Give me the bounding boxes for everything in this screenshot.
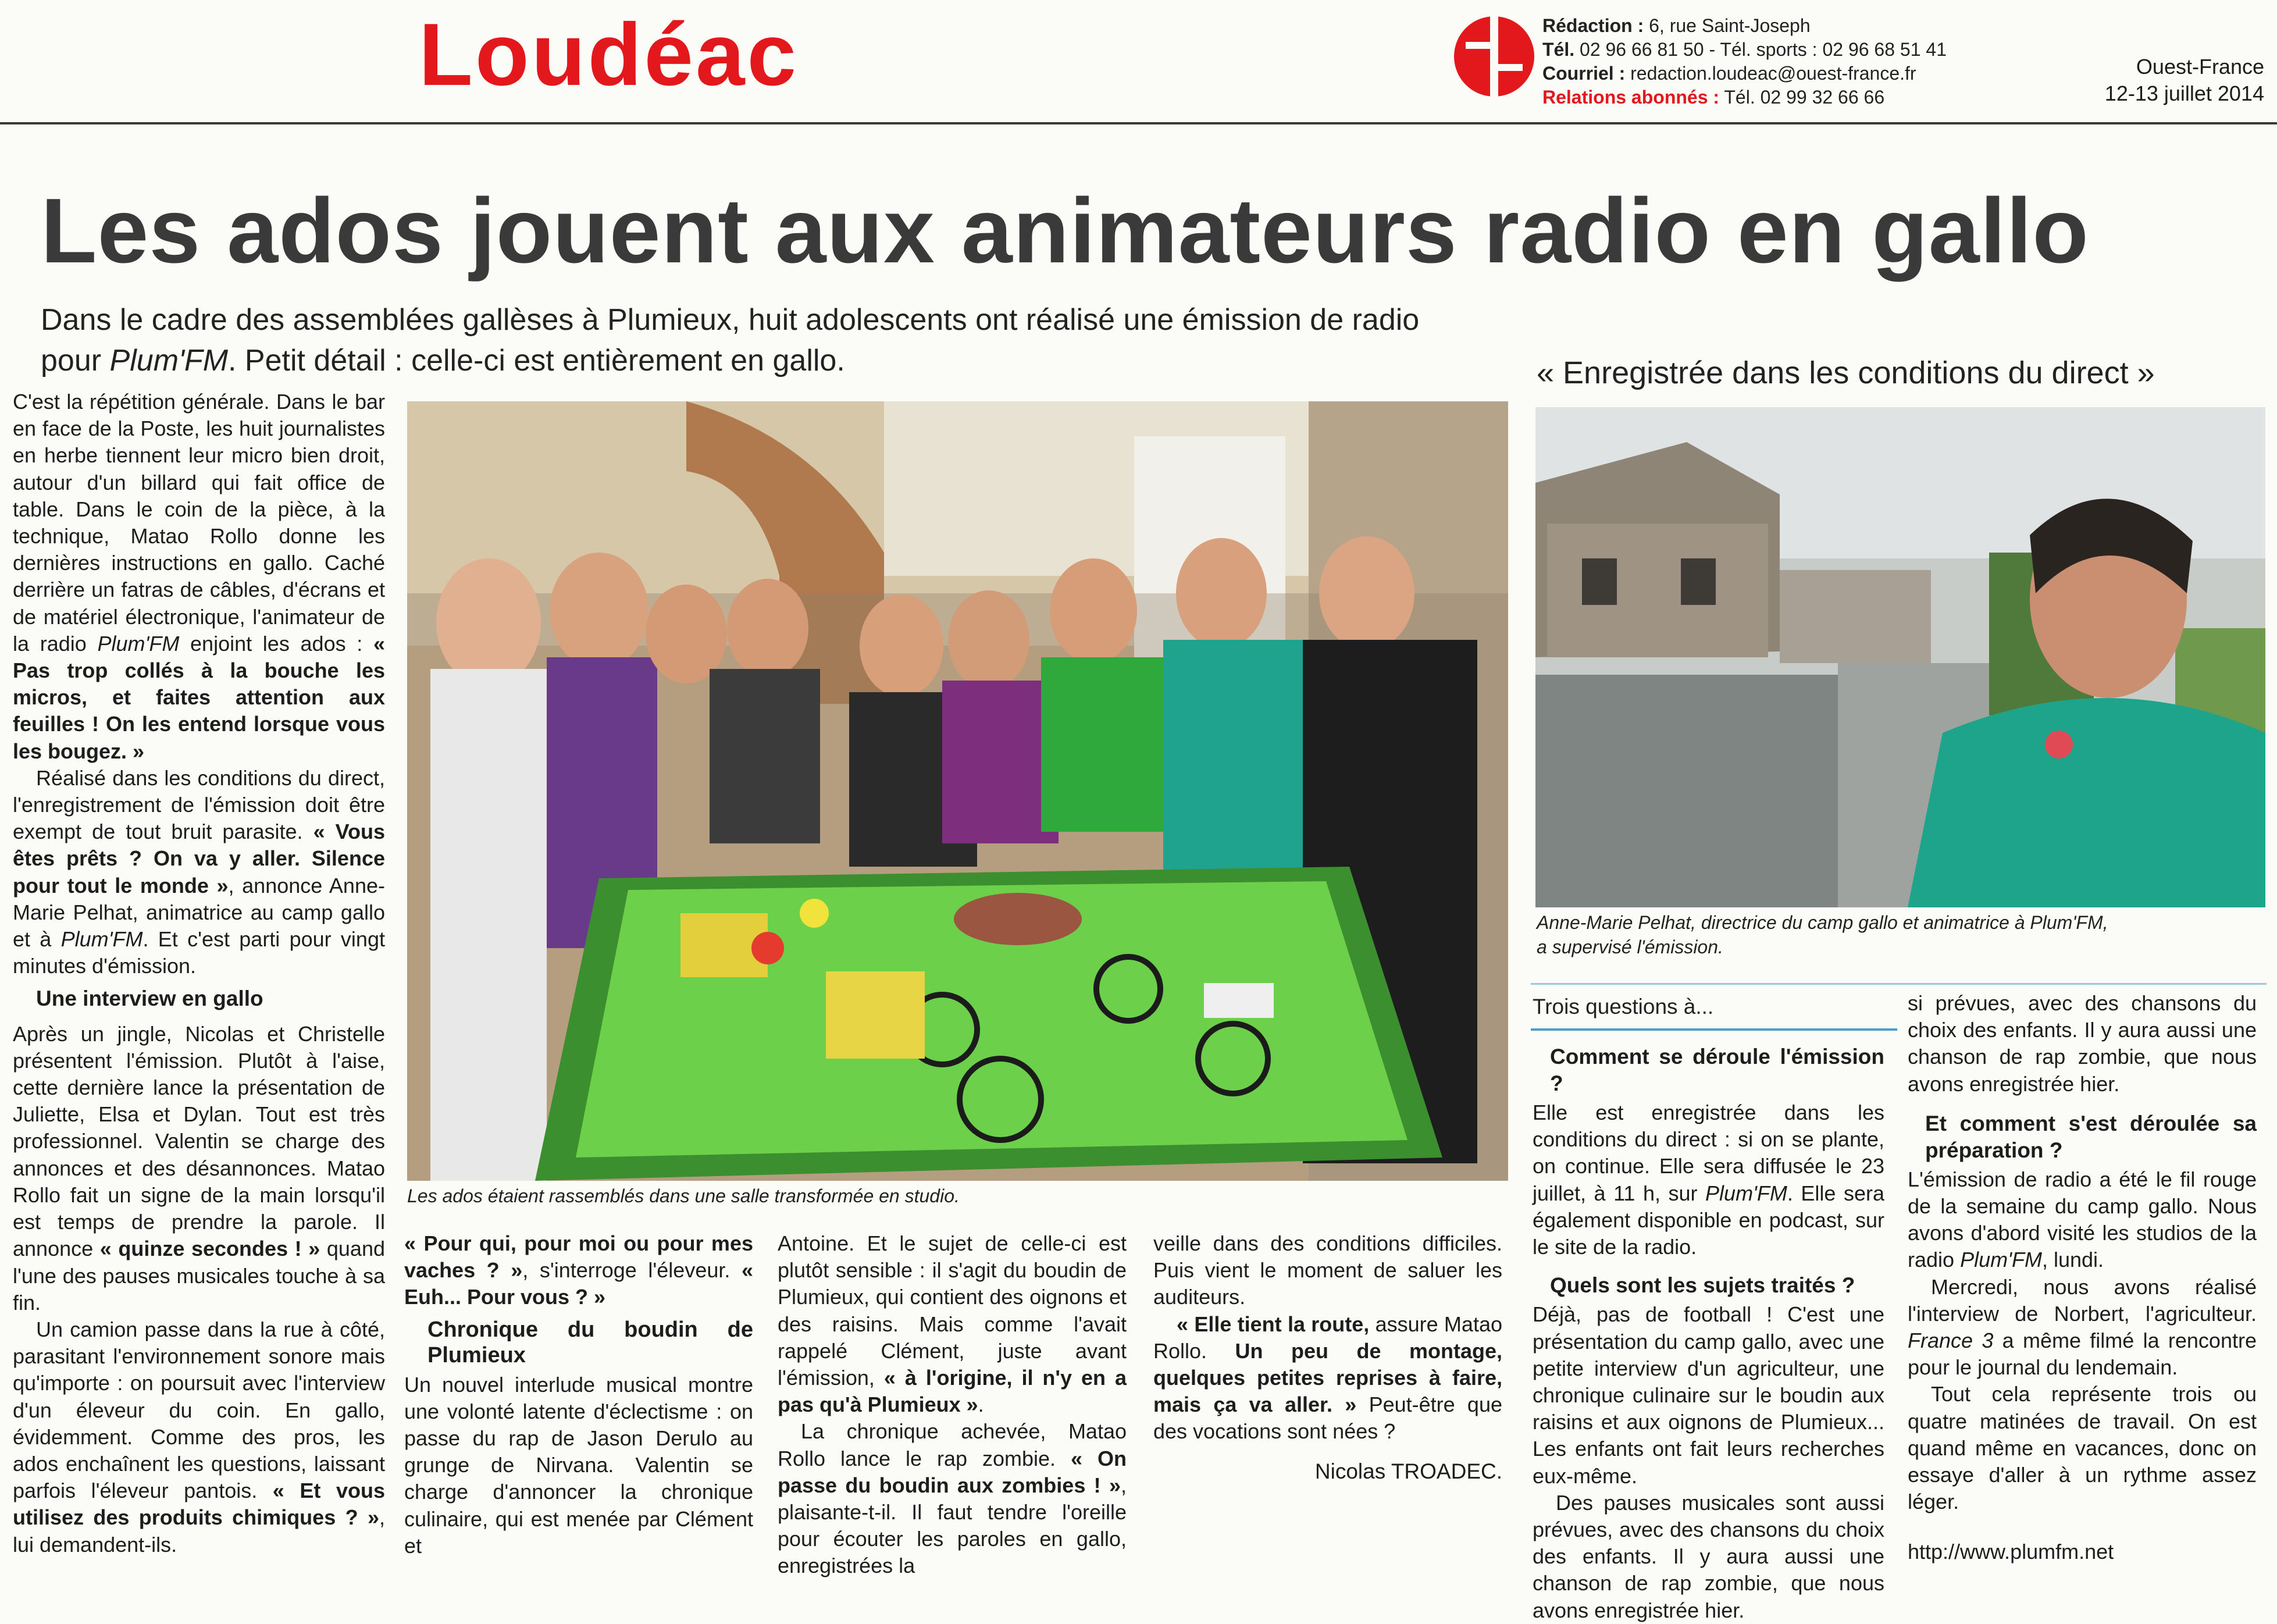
col2-p2: Un nouvel interlude musical montre une volonté latente d'éclectisme : on passe du rap de Jason Derulo au grunge de Nirvana. Valentin se charge d'annoncer la chronique culinaire, qui est menée par Clément et (404, 1372, 753, 1558)
abonnes-label: Relations abonnés : (1542, 87, 1720, 108)
question-1: Comment se déroule l'émission ? (1550, 1045, 1884, 1095)
contact-info (1542, 14, 1947, 109)
col4-quote-2: Un peu de montage, quelques petites reprises à faire, mais ça va aller. » (1153, 1338, 1502, 1417)
newspaper-name: Ouest-France (2136, 55, 2264, 79)
answer-1-b: . Elle sera également disponible en podcast, sur le site de la radio. (1533, 1181, 1884, 1259)
answer-3-p3: Tout cela représente trois ou quatre matinées de travail. On est quand même en vacances, donc on essaye d'aller à un rythme assez léger. (1908, 1382, 2257, 1514)
chapo-text: Dans le cadre des assemblées gallèses à Plumieux, huit adolescents ont réalisé une émission de radio pour (41, 303, 1420, 377)
col1-p3-a: Après un jingle, Nicolas et Christelle présentent l'émission. Plutôt à l'aise, cette dernière lance la présentation de Juliette, Elsa et Dylan. Tout est très professionnel. Valentin se charge des annonces et des désannonces. Matao Rollo fait un signe de la main lorsqu'il est temps de prendre la parole. Il annonce (13, 1021, 385, 1261)
answer-3-p2-b: a même filmé la rencontre pour le journal du lendemain. (1908, 1329, 2257, 1380)
answer-1-station: Plum'FM (1705, 1181, 1787, 1205)
author-signature: Nicolas TROADEC. (1314, 1459, 1502, 1483)
col4-p2-b: Peut-être que des vocations sont nées ? (1153, 1392, 1502, 1444)
subhead-interview: Une interview en gallo (36, 986, 263, 1011)
article-column-2 (404, 1230, 753, 1559)
col1-p3-quote: « quinze secondes ! » (99, 1237, 320, 1261)
answer-3-p1-b: , lundi. (2041, 1248, 2104, 1272)
col2-quote-2: « Euh... Pour vous ? » (404, 1258, 753, 1309)
portrait-caption-b: , (2103, 912, 2108, 933)
box-top-rule (1531, 983, 2267, 985)
col1-p4-quote: « Et vous utilisez des produits chimiques ? » (13, 1479, 385, 1530)
col1-p1-b: enjoint les ados : (179, 631, 373, 656)
courriel-value: redaction.loudeac@ouest-france.fr (1630, 63, 1916, 84)
col1-station: Plum'FM (97, 631, 180, 656)
box-title-rule (1531, 1028, 1897, 1031)
article-column-1 (13, 389, 385, 1558)
portrait-caption-c: a supervisé l'émission. (1537, 936, 1723, 957)
website-url[interactable]: http://www.plumfm.net (1908, 1540, 2114, 1564)
interview-column-2 (1908, 990, 2257, 1566)
col3-p2-quote: « On passe du boudin aux zombies ! » (778, 1446, 1127, 1497)
tel-label: Tél. (1542, 39, 1575, 60)
col4-p1: veille dans des conditions difficiles. Puis vient le moment de saluer les auditeurs. (1153, 1231, 1502, 1309)
col3-p1-a: Antoine. Et le sujet de celle-ci est plutôt sensible : il s'agit du boudin de Plumieux, qui contient des oignons et des raisins. Mais comme l'avait rappelé Clément, juste avant l'émission, (778, 1231, 1127, 1390)
chapo-station: Plum'FM (109, 344, 229, 377)
answer-3-p2-a: Mercredi, nous avons réalisé l'interview de Norbert, l'agriculteur. (1908, 1274, 2257, 1326)
question-2: Quels sont les sujets traités ? (1550, 1273, 1855, 1298)
answer-3-p1-a: L'émission de radio a été le fil rouge de la semaine du camp gallo. Nous avons d'abord visité les studios de la radio (1908, 1167, 2257, 1272)
answer-2-p1: Déjà, pas de football ! C'est une présentation du camp gallo, avec une petite interview d'un agriculteur, une chronique culinaire sur le boudin aux raisins et aux oignons de Plumieux... Les enfants ont fait leurs recherches eux-même. (1533, 1302, 1884, 1488)
ouest-france-logo-icon (1454, 16, 1534, 97)
article-column-4 (1153, 1230, 1502, 1485)
col1-p1: C'est la répétition générale. Dans le bar en face de la Poste, les huit journalistes en herbe tiennent leur micro bien droit, autour d'un billard qui fait office de table. Dans le coin de la pièce, à la technique, Matao Rollo donne les dernières instructions en gallo. Caché derrière un fatras de câbles, d'écrans et de matériel électronique, l'animateur de la radio (13, 390, 385, 656)
studio-photo-image (407, 401, 1508, 1181)
col1-p2-b: , annonce Anne-Marie Pelhat, animatrice au camp gallo et à (13, 873, 385, 952)
box-title: Trois questions à... (1533, 995, 1714, 1018)
col1-p2-station: Plum'FM (60, 927, 143, 952)
sports-number: 02 96 68 51 41 (1822, 39, 1947, 60)
portrait-caption-station: Plum'FM (2030, 912, 2103, 933)
tel-number: 02 96 66 81 50 (1580, 39, 1704, 60)
main-photo (407, 401, 1508, 1181)
col1-p2-a: Réalisé dans les conditions du direct, l'enregistrement de l'émission doit être exempt de tout bruit parasite. (13, 765, 385, 844)
col1-quote: « Pas trop collés à la bouche les micros, et faites attention aux feuilles ! On les entend lorsque vous les bougez. » (13, 631, 386, 763)
section-title: Loudéac (419, 5, 799, 104)
chapo-text-end: . Petit détail : celle-ci est entièrement en gallo. (228, 344, 845, 377)
headline: Les ados jouent aux animateurs radio en gallo (41, 180, 2089, 282)
col3-p2-b: , plaisante-t-il. Il faut tendre l'oreille pour écouter les paroles en gallo, enregistrées la (778, 1473, 1127, 1578)
publication-date: 12-13 juillet 2014 (2104, 81, 2264, 105)
col4-quote-1: « Elle tient la route, (1177, 1312, 1370, 1336)
col2-p1-b: , s'interroge l'éleveur. (522, 1258, 742, 1283)
col3-p2-a: La chronique achevée, Matao Rollo lance le rap zombie. (778, 1419, 1127, 1470)
portrait-caption-a: Anne-Marie Pelhat, directrice du camp gallo et animatrice à (1537, 912, 2030, 933)
subhead-chronique: Chronique du boudin de Plumieux (427, 1317, 753, 1367)
article-column-3 (778, 1230, 1127, 1580)
col3-p1-quote: « à l'origine, il n'y en a pas qu'à Plumieux » (778, 1366, 1127, 1417)
sidebar-quote-title: « Enregistrée dans les conditions du direct » (1537, 355, 2155, 390)
col1-p4-a: Un camion passe dans la rue à côté, parasitant l'environnement sonore mais qu'importe : on poursuit avec l'interview d'un éleveur du coin. En gallo, évidemment. Comme des pros, les ados enchaînent les questions, laissant parfois l'éleveur pantois. (13, 1317, 385, 1503)
abonnes-value: Tél. 02 99 32 66 66 (1724, 87, 1885, 108)
redaction-label: Rédaction : (1542, 15, 1644, 36)
answer-1-a: Elle est enregistrée dans les conditions du direct : si on se plante, on continue. Elle sera diffusée le 23 juillet, à 11 h, sur (1533, 1101, 1884, 1205)
chapo (41, 300, 1483, 381)
col3-p1-b: . (978, 1392, 984, 1417)
col4-p2-a: assure Matao Rollo. (1153, 1312, 1502, 1363)
portrait-caption (1537, 910, 2264, 959)
sports-label: - Tél. sports : (1709, 39, 1818, 60)
publication-info (2105, 54, 2264, 107)
answer-3-channel: France 3 (1908, 1329, 1994, 1353)
col1-p2-c: . Et c'est parti pour vingt minutes d'émission. (13, 927, 385, 978)
main-photo-caption: Les ados étaient rassemblés dans une salle transformée en studio. (407, 1185, 960, 1206)
courriel-label: Courriel : (1542, 63, 1626, 84)
answer-2-p2: Des pauses musicales sont aussi prévues, avec des chansons du choix des enfants. Il y aura aussi une chanson de rap zombie, que nous avons enregistrée hier. (1533, 1490, 1884, 1622)
portrait-photo (1535, 407, 2265, 907)
col1-p3-b: quand l'une des pauses musicales touche à sa fin. (13, 1237, 385, 1315)
col1-p2-quote: « Vous êtes prêts ? On va y aller. Silence pour tout le monde » (13, 820, 385, 898)
col1-p4-b: , lui demandent-ils. (13, 1505, 385, 1557)
question-3: Et comment s'est déroulée sa préparation ? (1925, 1111, 2257, 1162)
redaction-address: 6, rue Saint-Joseph (1649, 15, 1811, 36)
portrait-photo-image (1535, 407, 2265, 907)
interview-column-1 (1533, 1041, 1884, 1622)
answer-2-continued: si prévues, avec des chansons du choix des enfants. Il y aura aussi une chanson de rap zombie, que nous avons enregistrée hier. (1908, 991, 2257, 1096)
col2-quote-1: « Pour qui, pour moi ou pour mes vaches ? » (404, 1231, 753, 1283)
masthead-rule (0, 122, 2277, 124)
answer-3-station: Plum'FM (1960, 1248, 2042, 1272)
